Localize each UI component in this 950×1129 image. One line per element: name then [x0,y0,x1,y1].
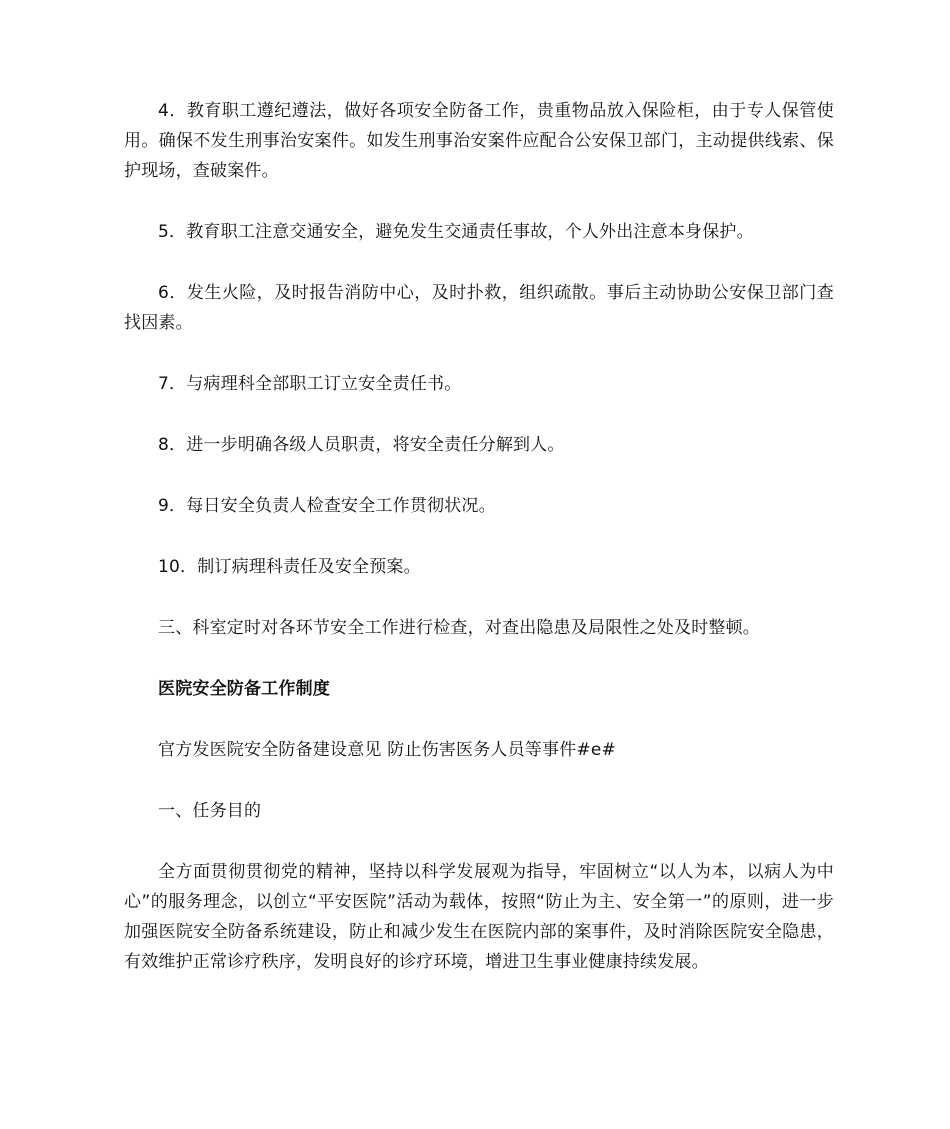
section-heading: 医院安全防备工作制度 [158,679,330,699]
paragraph-item-9: 9．每日安全负责人检查安全工作贯彻状况。 [158,496,496,516]
paragraph-item-7: 7．与病理科全部职工订立安全责任书。 [158,374,462,394]
paragraph-item-4: 4．教育职工遵纪遵法，做好各项安全防备工作，贵重物品放入保险柜，由于专人保管使用。确保不发生刑事治安案件。如发生刑事治安案件应配合公安保卫部门，主动提供线索、保护现场，查破案件。 [124,101,834,181]
paragraph-item-6: 6．发生火险，及时报告消防中心，及时扑救，组织疏散。事后主动协助公安保卫部门查找因素。 [124,283,834,333]
paragraph-task-body: 全方面贯彻贯彻党的精神，坚持以科学发展观为指导，牢固树立“以人为本，以病人为中心”的服务理念，以创立“平安医院”活动为载体，按照“防止为主、安全第一”的原则，进一步加强医院安全防备系统建设，防止和减少发生在医院内部的案事件，及时消除医院安全隐患，有效维护正常诊疗秩序，发明良好的诊疗环境，增进卫生事业健康持续发展。 [124,862,834,972]
paragraph-item-10: 10．制订病理科责任及安全预案。 [158,557,421,577]
paragraph-item-8: 8．进一步明确各级人员职责，将安全责任分解到人。 [158,435,565,455]
paragraph-item-5: 5．教育职工注意交通安全，避免发生交通责任事故，个人外出注意本身保护。 [158,222,754,242]
document-body [124,96,834,1008]
paragraph-subtitle: 官方发医院安全防备建设意见 防止伤害医务人员等事件#e# [158,740,616,760]
paragraph-task-heading: 一、任务目的 [158,801,262,821]
paragraph-section-three: 三、科室定时对各环节安全工作进行检查，对查出隐患及局限性之处及时整顿。 [158,618,760,638]
